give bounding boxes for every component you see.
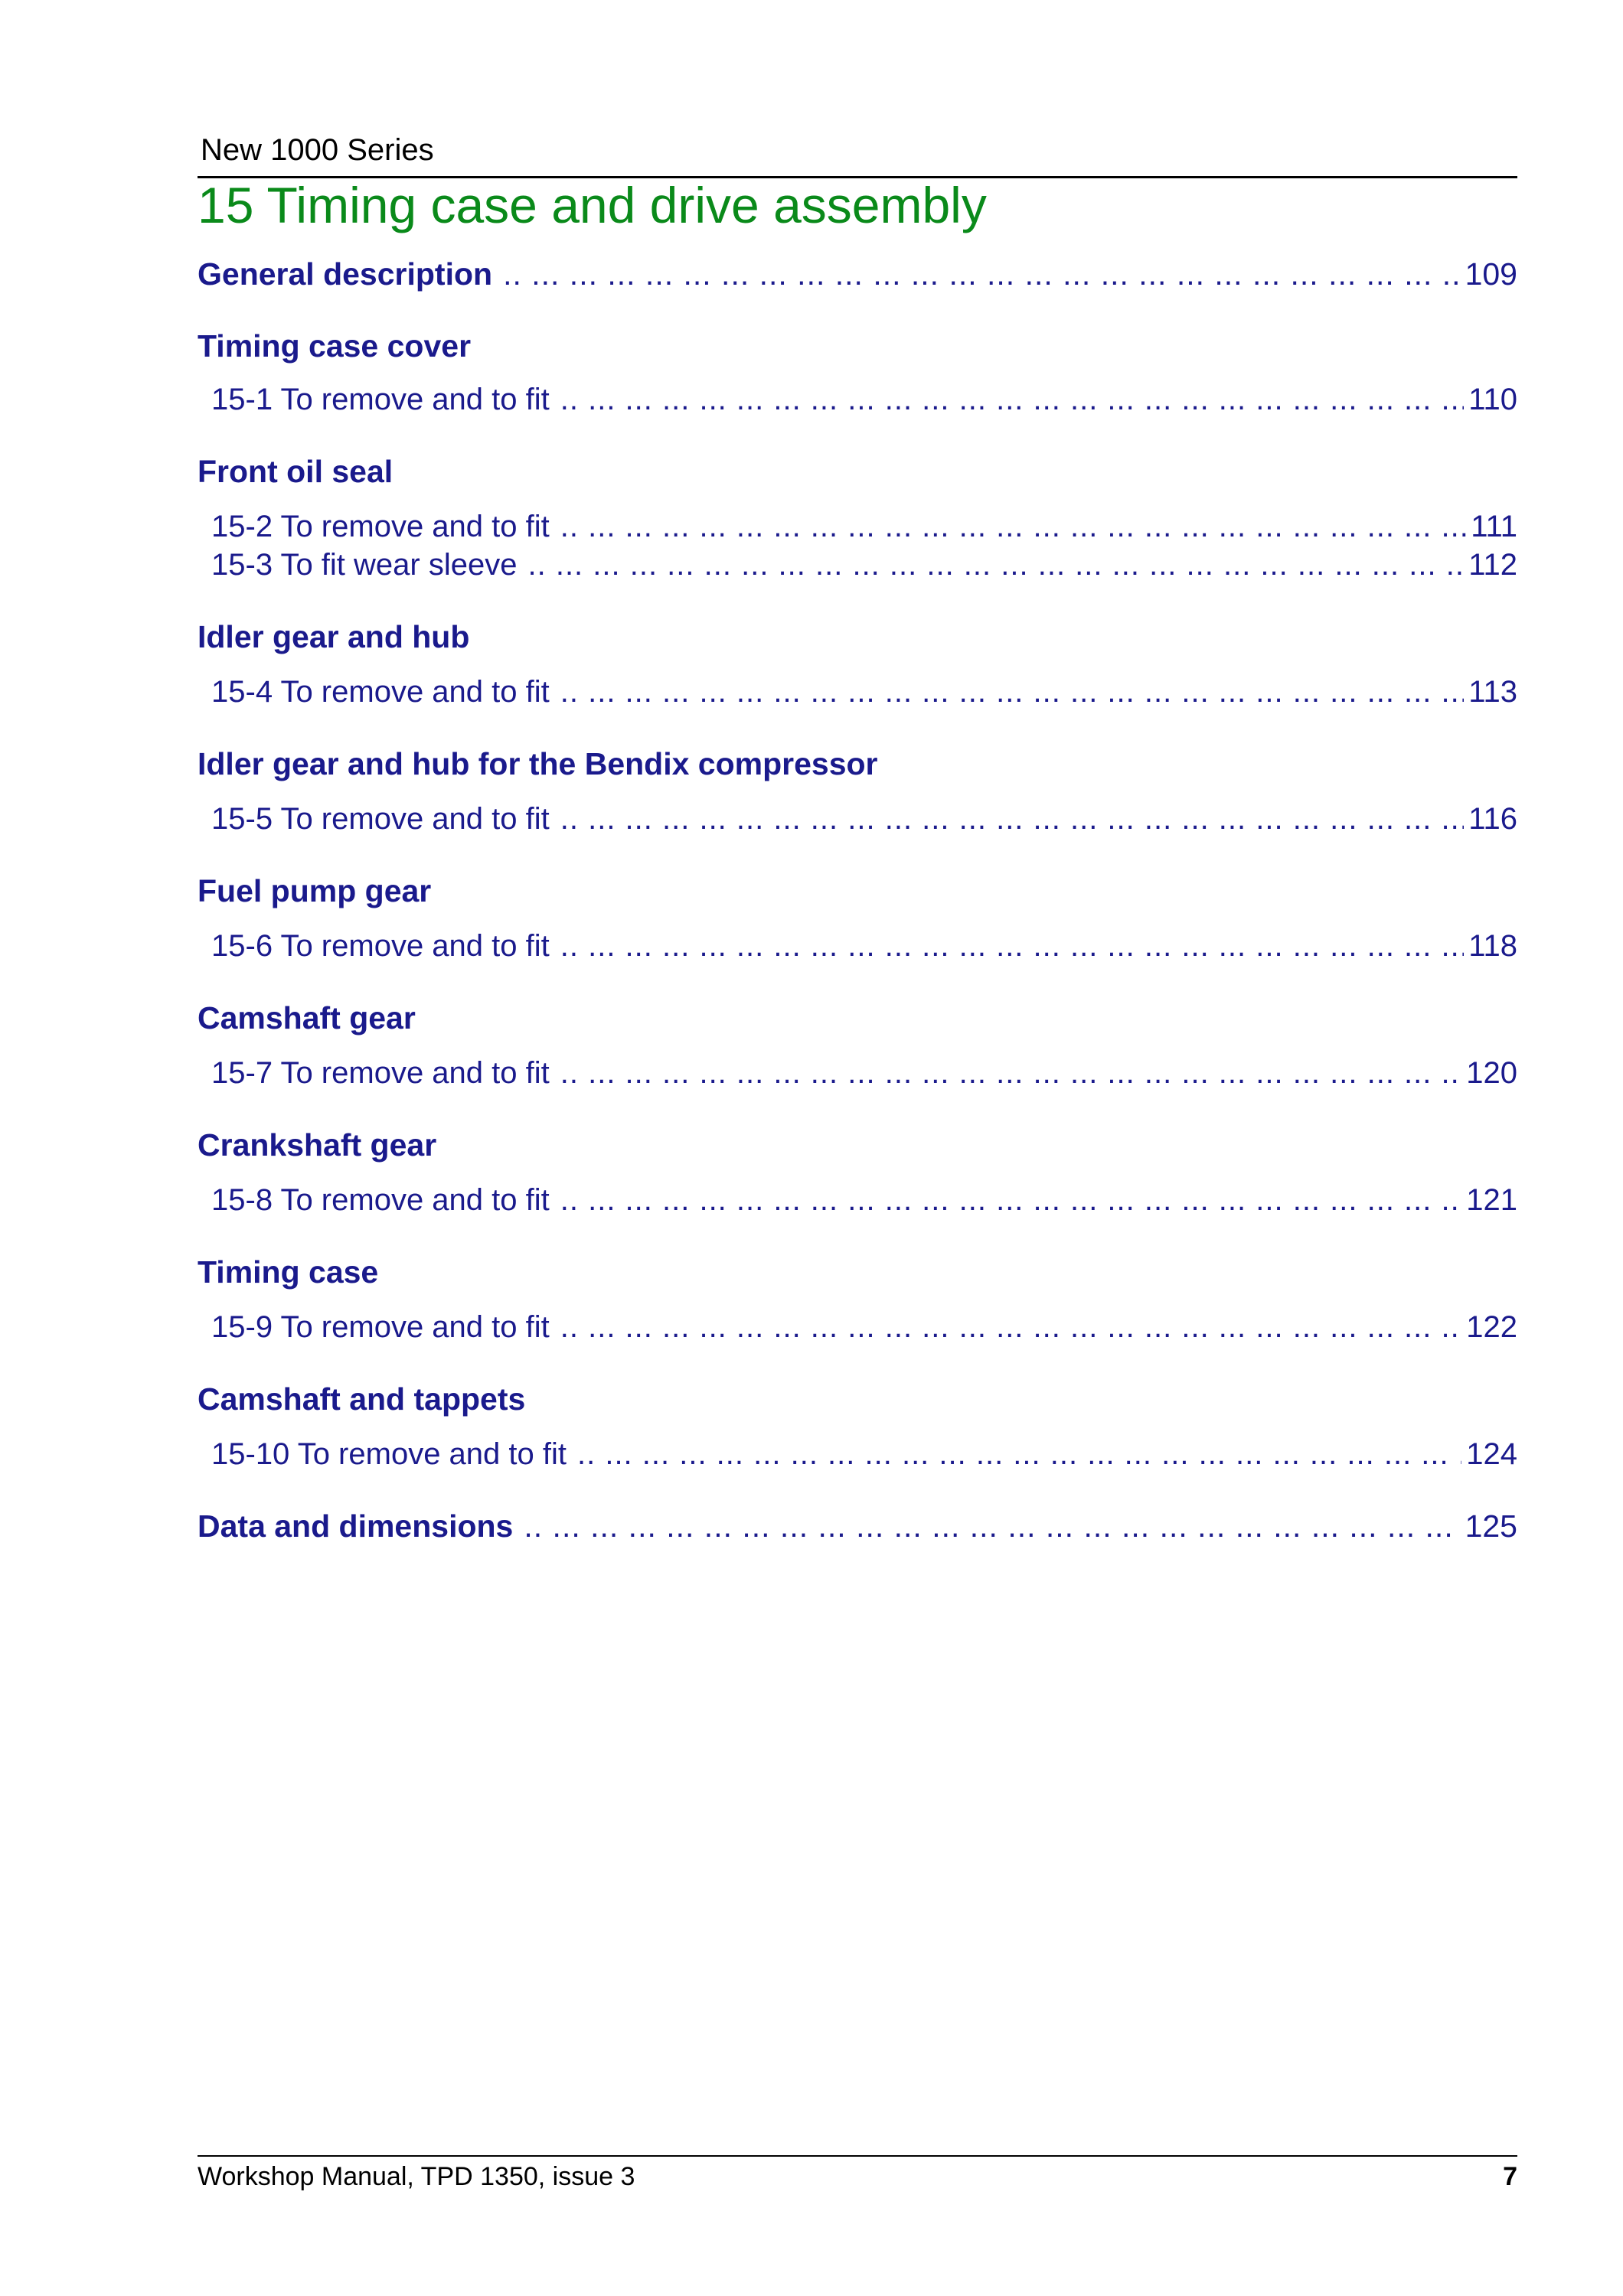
dot-leader (560, 799, 1464, 839)
footer-rule (198, 2155, 1517, 2157)
toc-heading-timing-case-cover: Timing case cover (198, 328, 472, 364)
chapter-title: 15 Timing case and drive assembly (198, 177, 987, 233)
dot-leader (560, 926, 1464, 966)
toc-page-number: 120 (1466, 1056, 1517, 1090)
toc-entry-label: 15-6 To remove and to fit (211, 929, 550, 963)
toc-entry-15-4[interactable] (211, 672, 1517, 712)
toc-page-number: 110 (1468, 383, 1517, 416)
dot-leader (560, 672, 1464, 712)
toc-entry-label: 15-3 To fit wear sleeve (211, 548, 518, 582)
toc-entry-data-dimensions[interactable] (198, 1506, 1517, 1546)
toc-entry-label: Data and dimensions (198, 1508, 514, 1544)
toc-page-number: 116 (1468, 802, 1517, 836)
toc-entry-label: 15-2 To remove and to fit (211, 510, 550, 543)
toc-heading-fuel-pump-gear: Fuel pump gear (198, 873, 432, 908)
dot-leader (577, 1434, 1461, 1474)
toc-entry-label: 15-9 To remove and to fit (211, 1310, 550, 1344)
toc-entry-label: 15-8 To remove and to fit (211, 1183, 550, 1217)
toc-entry-general-description[interactable] (198, 254, 1517, 294)
dot-leader (560, 507, 1466, 546)
toc-entry-15-6[interactable] (211, 926, 1517, 966)
dot-leader (560, 380, 1464, 419)
toc-entry-15-10[interactable] (211, 1434, 1517, 1474)
toc-entry-15-9[interactable] (211, 1307, 1517, 1347)
toc-page-number: 125 (1465, 1508, 1517, 1544)
footer-manual-info: Workshop Manual, TPD 1350, issue 3 (198, 2162, 635, 2191)
dot-leader (527, 545, 1464, 585)
toc-heading-timing-case: Timing case (198, 1254, 379, 1290)
toc-heading-crankshaft-gear: Crankshaft gear (198, 1127, 437, 1163)
footer-page-number: 7 (1503, 2162, 1517, 2191)
toc-heading-idler-gear-bendix: Idler gear and hub for the Bendix compressor (198, 746, 878, 781)
toc-heading-camshaft-gear: Camshaft gear (198, 1000, 416, 1035)
toc-page-number: 112 (1468, 548, 1517, 582)
toc-entry-label: 15-4 To remove and to fit (211, 675, 550, 709)
toc-page-number: 121 (1466, 1183, 1517, 1217)
toc-page-number: 118 (1468, 929, 1517, 963)
dot-leader (503, 254, 1461, 294)
toc-heading-front-oil-seal: Front oil seal (198, 454, 394, 489)
toc-entry-label: 15-1 To remove and to fit (211, 383, 550, 416)
series-name: New 1000 Series (201, 133, 434, 167)
toc-entry-15-5[interactable] (211, 799, 1517, 839)
toc-page-number: 111 (1471, 510, 1517, 543)
toc-entry-label: 15-5 To remove and to fit (211, 802, 550, 836)
toc-page-number: 122 (1466, 1310, 1517, 1344)
toc-entry-label: General description (198, 256, 493, 292)
toc-entry-15-8[interactable] (211, 1180, 1517, 1220)
dot-leader (560, 1307, 1462, 1347)
toc-page-number: 109 (1465, 256, 1517, 292)
toc-entry-15-2[interactable] (211, 507, 1517, 546)
toc-entry-15-1[interactable] (211, 380, 1517, 419)
toc-entry-15-3[interactable] (211, 545, 1517, 585)
dot-leader (524, 1506, 1460, 1546)
toc-entry-15-7[interactable] (211, 1053, 1517, 1093)
toc-page-number: 124 (1466, 1437, 1517, 1471)
toc-entry-label: 15-7 To remove and to fit (211, 1056, 550, 1090)
toc-page-number: 113 (1468, 675, 1517, 709)
toc-heading-camshaft-tappets: Camshaft and tappets (198, 1381, 526, 1417)
dot-leader (560, 1053, 1462, 1093)
toc-heading-idler-gear: Idler gear and hub (198, 619, 470, 654)
toc-entry-label: 15-10 To remove and to fit (211, 1437, 567, 1471)
dot-leader (560, 1180, 1462, 1220)
